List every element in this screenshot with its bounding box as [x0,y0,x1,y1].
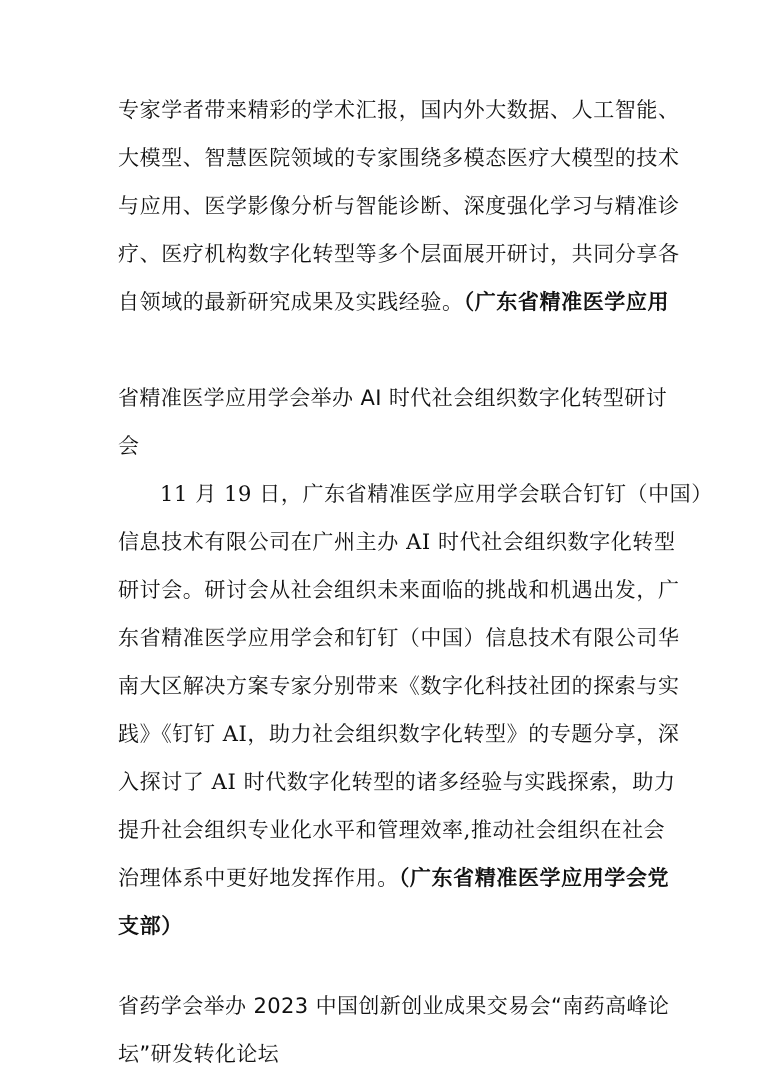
article3-title-line-1: 省药学会举办 2023 中国创新创业成果交易会“南药高峰论 [118,994,670,1018]
article2-line-8: 提升社会组织专业化水平和管理效率,推动社会组织在社会 [118,818,666,842]
article2-line-2: 信息技术有限公司在广州主办 AI 时代社会组织数字化转型 [118,530,676,554]
article1-line-2: 大模型、智慧医院领域的专家围绕多模态医疗大模型的技术 [118,146,680,170]
article1-line-5 [118,289,670,315]
article2-line-4: 东省精准医学应用学会和钉钉（中国）信息技术有限公司华 [118,626,680,650]
article1-line-4: 疗、医疗机构数字化转型等多个层面展开研讨，共同分享各 [118,242,680,266]
article2-line-7: 入探讨了 AI 时代数字化转型的诸多经验与实践探索，助力 [118,770,676,794]
article3-title-line-2: 坛”研发转化论坛 [118,1042,280,1066]
article2-source: （广东省精准医学应用学会党 [398,866,670,890]
article2-line-9-text: 治理体系中更好地发挥作用。 [118,866,399,890]
article2-title-line-2: 会 [118,434,140,458]
article1-line-3: 与应用、医学影像分析与智能诊断、深度强化学习与精准诊 [118,194,680,218]
article2-line-6: 践》《钉钉 AI，助力社会组织数字化转型》的专题分享，深 [118,722,680,746]
article2-title-line-1: 省精准医学应用学会举办 AI 时代社会组织数字化转型研讨 [118,386,668,410]
article1-line-1: 专家学者带来精彩的学术汇报，国内外大数据、人工智能、 [118,98,680,122]
article2-line-3: 研讨会。研讨会从社会组织未来面临的挑战和机遇出发，广 [118,578,680,602]
article2-line-5: 南大区解决方案专家分别带来《数字化科技社团的探索与实 [118,674,680,698]
article2-line-9 [118,865,670,891]
article2-line-1: 11 月 19 日，广东省精准医学应用学会联合钉钉（中国） [160,482,713,506]
article2-source-cont: 支部） [118,914,183,938]
article1-line-5-text: 自领域的最新研究成果及实践经验。 [118,290,464,314]
article1-source: （广东省精准医学应用 [463,290,670,314]
